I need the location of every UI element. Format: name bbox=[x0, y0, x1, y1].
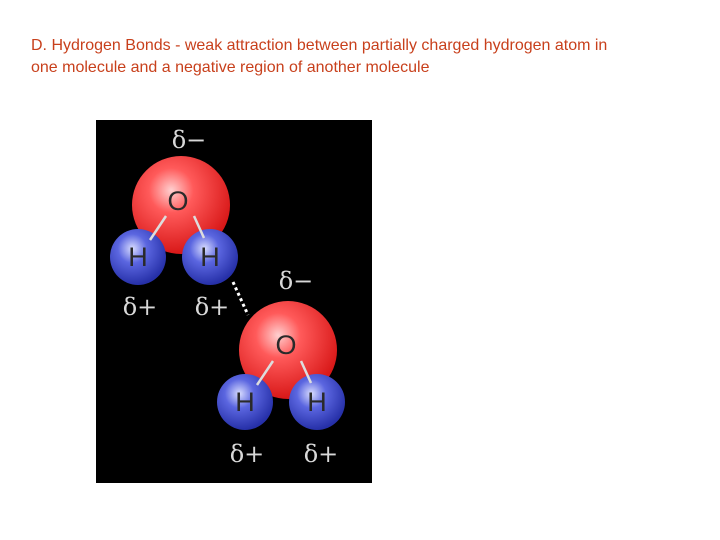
oxygen-label-1: O bbox=[167, 186, 189, 216]
hydrogen-charge-1b: δ+ bbox=[194, 293, 230, 321]
oxygen-charge-2: δ− bbox=[278, 267, 314, 295]
hydrogen-label-2b: H bbox=[307, 387, 327, 417]
hydrogen-charge-1a: δ+ bbox=[122, 293, 158, 321]
oxygen-charge-1: δ− bbox=[171, 126, 207, 154]
hydrogen-charge-2b: δ+ bbox=[303, 440, 339, 468]
oxygen-label-2: O bbox=[275, 330, 297, 360]
slide-title bbox=[31, 35, 701, 79]
hydrogen-label-2a: H bbox=[235, 387, 255, 417]
hydrogen-label-1a: H bbox=[128, 242, 148, 272]
hydrogen-charge-2a: δ+ bbox=[229, 440, 265, 468]
hydrogen-bond-dashed-line bbox=[233, 282, 248, 315]
water-hydrogen-bond-diagram bbox=[96, 120, 372, 483]
water-molecule-2 bbox=[217, 267, 345, 468]
diagram-svg bbox=[96, 120, 372, 483]
title-line-2: one molecule and a negative region of another molecule bbox=[31, 59, 430, 76]
hydrogen-label-1b: H bbox=[200, 242, 220, 272]
title-line-1: D. Hydrogen Bonds - weak attraction between partially charged hydrogen atom in bbox=[31, 37, 608, 54]
water-molecule-1 bbox=[110, 126, 238, 321]
